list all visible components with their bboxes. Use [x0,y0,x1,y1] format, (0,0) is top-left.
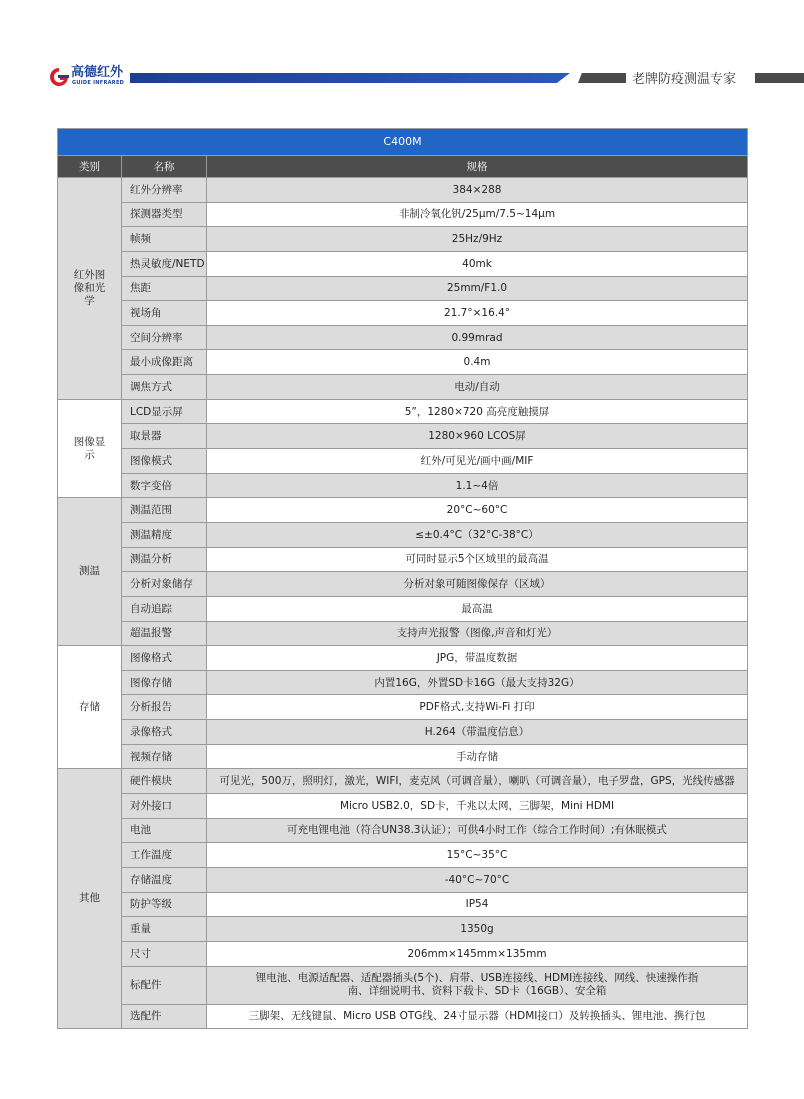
row-name-cell: 分析报告 [122,695,207,720]
table-row [58,794,748,819]
row-name-cell: 分析对象储存 [122,572,207,597]
category-cell: 存储 [58,646,122,769]
row-name-cell: 尺寸 [122,941,207,966]
table-row [58,424,748,449]
table-row [58,941,748,966]
table-row [58,867,748,892]
category-cell: 测温 [58,498,122,646]
row-name-cell: 对外接口 [122,794,207,819]
table-row [58,596,748,621]
table-row [58,695,748,720]
category-cell: 其他 [58,769,122,1029]
row-name-cell: 红外分辨率 [122,178,207,203]
row-spec-cell: 21.7°×16.4° [207,301,748,326]
row-spec-cell: 40mk [207,251,748,276]
row-spec-cell: 手动存储 [207,744,748,769]
row-spec-cell: 25mm/F1.0 [207,276,748,301]
row-spec-cell: 206mm×145mm×135mm [207,941,748,966]
row-spec-cell: 384×288 [207,178,748,203]
table-row [58,892,748,917]
row-spec-cell: 15°C~35°C [207,843,748,868]
table-row [58,473,748,498]
row-name-cell: 热灵敏度/NETD [122,251,207,276]
row-spec-cell: 0.4m [207,350,748,375]
row-spec-cell: -40°C~70°C [207,867,748,892]
row-spec-cell: 锂电池、电源适配器、适配器插头(5个)、肩带、USB连接线、HDMI连接线、网线、快速操作指南、详细说明书、资料下载卡、SD卡（16GB）、安全箱 [207,966,748,1004]
column-header-spec: 规格 [207,156,748,178]
row-spec-cell: Micro USB2.0，SD卡，千兆以太网，三脚架，Mini HDMI [207,794,748,819]
header-gray-band-right [755,73,804,83]
row-spec-cell: 1350g [207,917,748,942]
header-slogan: 老牌防疫测温专家 [632,72,737,87]
row-spec-cell: 内置16G，外置SD卡16G（最大支持32G） [207,670,748,695]
row-name-cell: 焦距 [122,276,207,301]
row-name-cell: 帧频 [122,227,207,252]
row-name-cell: 图像存储 [122,670,207,695]
row-spec-cell: 非制冷氧化钒/25μm/7.5~14μm [207,202,748,227]
table-row [58,350,748,375]
guide-logo-icon [48,67,70,87]
row-name-cell: 自动追踪 [122,596,207,621]
category-cell: 图像显示 [58,399,122,498]
table-row [58,917,748,942]
row-name-cell: 视频存储 [122,744,207,769]
row-name-cell: 存储温度 [122,867,207,892]
row-spec-cell: 最高温 [207,596,748,621]
logo-english-text: GUIDE INFRARED [72,80,125,86]
row-spec-cell: 20°C~60°C [207,498,748,523]
table-row [58,522,748,547]
row-spec-cell: 25Hz/9Hz [207,227,748,252]
table-header-row [58,156,748,178]
row-name-cell: 标配件 [122,966,207,1004]
row-name-cell: LCD显示屏 [122,399,207,424]
row-spec-cell: ≤±0.4°C（32°C-38°C） [207,522,748,547]
header-blue-band [130,73,570,83]
table-row [58,966,748,1004]
row-name-cell: 测温范围 [122,498,207,523]
row-spec-cell: H.264（带温度信息） [207,720,748,745]
row-spec-cell: PDF格式,支持Wi-Fi 打印 [207,695,748,720]
row-name-cell: 空间分辨率 [122,325,207,350]
table-title-row [58,129,748,156]
table-row [58,375,748,400]
table-row [58,572,748,597]
table-row [58,621,748,646]
table-row [58,818,748,843]
brand-logo [48,66,128,88]
row-spec-cell: 可同时显示5个区域里的最高温 [207,547,748,572]
table-row [58,547,748,572]
table-row [58,202,748,227]
row-name-cell: 测温精度 [122,522,207,547]
row-name-cell: 最小成像距离 [122,350,207,375]
row-name-cell: 硬件模块 [122,769,207,794]
table-row [58,670,748,695]
row-name-cell: 图像格式 [122,646,207,671]
row-name-cell: 数字变倍 [122,473,207,498]
table-row [58,646,748,671]
table-title: C400M [58,129,748,156]
table-row [58,498,748,523]
table-row [58,744,748,769]
row-name-cell: 工作温度 [122,843,207,868]
row-name-cell: 防护等级 [122,892,207,917]
row-name-cell: 重量 [122,917,207,942]
table-row [58,227,748,252]
row-spec-cell: 分析对象可随图像保存（区域） [207,572,748,597]
table-row [58,251,748,276]
row-name-cell: 取景器 [122,424,207,449]
row-name-cell: 选配件 [122,1004,207,1029]
column-header-name: 名称 [122,156,207,178]
row-spec-cell: 支持声光报警（图像,声音和灯光） [207,621,748,646]
row-spec-cell: 可充电锂电池（符合UN38.3认证）；可供4小时工作（综合工作时间）;有休眠模式 [207,818,748,843]
table-row [58,301,748,326]
row-spec-cell: 5”，1280×720 高亮度触摸屏 [207,399,748,424]
row-name-cell: 探测器类型 [122,202,207,227]
page-header [0,0,804,100]
table-row [58,769,748,794]
row-spec-cell: JPG，带温度数据 [207,646,748,671]
row-spec-cell: 0.99mrad [207,325,748,350]
row-spec-cell: 三脚架、无线键鼠、Micro USB OTG线、24寸显示器（HDMI接口）及转换插头、锂电池、携行包 [207,1004,748,1029]
row-spec-cell: IP54 [207,892,748,917]
table-row [58,399,748,424]
row-name-cell: 超温报警 [122,621,207,646]
row-spec-cell: 电动/自动 [207,375,748,400]
row-spec-cell: 可见光，500万，照明灯，激光，WIFI，麦克风（可调音量），喇叭（可调音量），电子罗盘，GPS，光线传感器 [207,769,748,794]
row-spec-cell: 红外/可见光/画中画/MIF [207,449,748,474]
category-cell: 红外图像和光学 [58,178,122,400]
table-row [58,449,748,474]
row-name-cell: 图像模式 [122,449,207,474]
spec-table [57,128,748,1029]
row-name-cell: 视场角 [122,301,207,326]
table-row [58,1004,748,1029]
column-header-category: 类别 [58,156,122,178]
logo-chinese-text: 高德红外 [71,65,124,80]
table-row [58,276,748,301]
row-name-cell: 电池 [122,818,207,843]
row-spec-cell: 1280×960 LCOS屏 [207,424,748,449]
table-row [58,325,748,350]
table-row [58,720,748,745]
table-row [58,178,748,203]
row-name-cell: 调焦方式 [122,375,207,400]
row-name-cell: 录像格式 [122,720,207,745]
header-gray-band [578,73,626,83]
table-row [58,843,748,868]
row-spec-cell: 1.1~4倍 [207,473,748,498]
row-name-cell: 测温分析 [122,547,207,572]
